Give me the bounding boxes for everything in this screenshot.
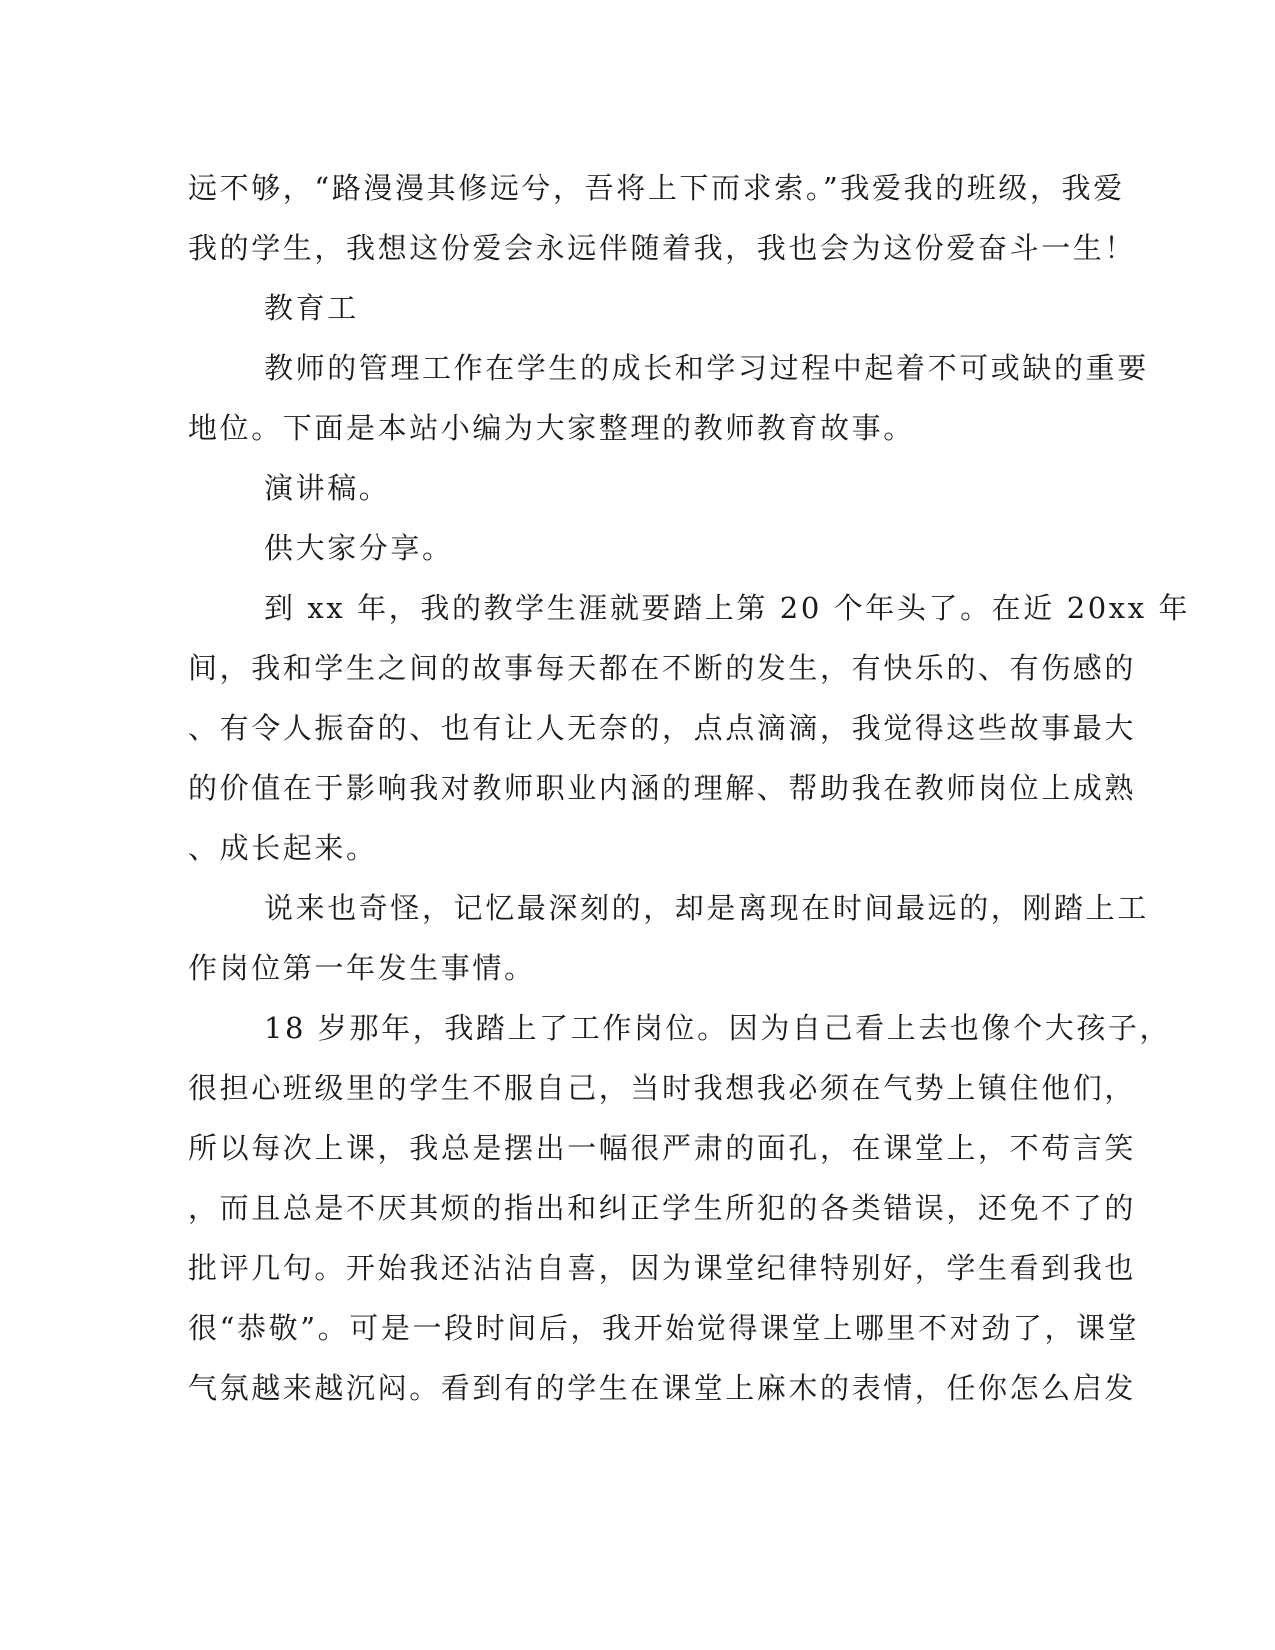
text-line: 批评几句。开始我还沾沾自喜，因为课堂纪律特别好，学生看到我也	[188, 1251, 1137, 1285]
text-line: 供大家分享。	[264, 531, 454, 565]
text-line: 作岗位第一年发生事情。	[188, 951, 536, 985]
text-line: 说来也奇怪，记忆最深刻的，却是离现在时间最远的，刚踏上工	[264, 891, 1149, 925]
section-heading: 教育工	[264, 291, 359, 325]
text-line: 我的学生，我想这份爱会永远伴随着我，我也会为这份爱奋斗一生！	[188, 231, 1137, 265]
text-line: 所以每次上课，我总是摆出一幅很严肃的面孔，在课堂上，不苟言笑	[188, 1131, 1137, 1165]
text-line: 18 岁那年，我踏上了工作岗位。因为自己看上去也像个大孩子，	[264, 1011, 1172, 1045]
text-line: 地位。下面是本站小编为大家整理的教师教育故事。	[188, 411, 915, 445]
text-line: ，而且总是不厌其烦的指出和纠正学生所犯的各类错误，还免不了的	[188, 1191, 1137, 1225]
document-body	[188, 158, 1191, 1418]
text-line: 很“恭敬”。可是一段时间后，我开始觉得课堂上哪里不对劲了，课堂	[188, 1311, 1140, 1345]
text-line: 到 xx 年，我的教学生涯就要踏上第 20 个年头了。在近 20xx 年	[264, 591, 1191, 625]
text-line: 气氛越来越沉闷。看到有的学生在课堂上麻木的表情，任你怎么启发	[188, 1371, 1137, 1405]
text-line: 的价值在于影响我对教师职业内涵的理解、帮助我在教师岗位上成熟	[188, 771, 1137, 805]
text-line: 演讲稿。	[264, 471, 391, 505]
text-line: 很担心班级里的学生不服自己，当时我想我必须在气势上镇住他们，	[188, 1071, 1137, 1105]
text-line: 间，我和学生之间的故事每天都在不断的发生，有快乐的、有伤感的	[188, 651, 1137, 685]
text-line: 、成长起来。	[188, 831, 378, 865]
text-line: 教师的管理工作在学生的成长和学习过程中起着不可或缺的重要	[264, 351, 1149, 385]
text-line: 、有令人振奋的、也有让人无奈的，点点滴滴，我觉得这些故事最大	[188, 711, 1137, 745]
text-line: 远不够，“路漫漫其修远兮，吾将上下而求索。”我爱我的班级，我爱	[188, 171, 1125, 205]
